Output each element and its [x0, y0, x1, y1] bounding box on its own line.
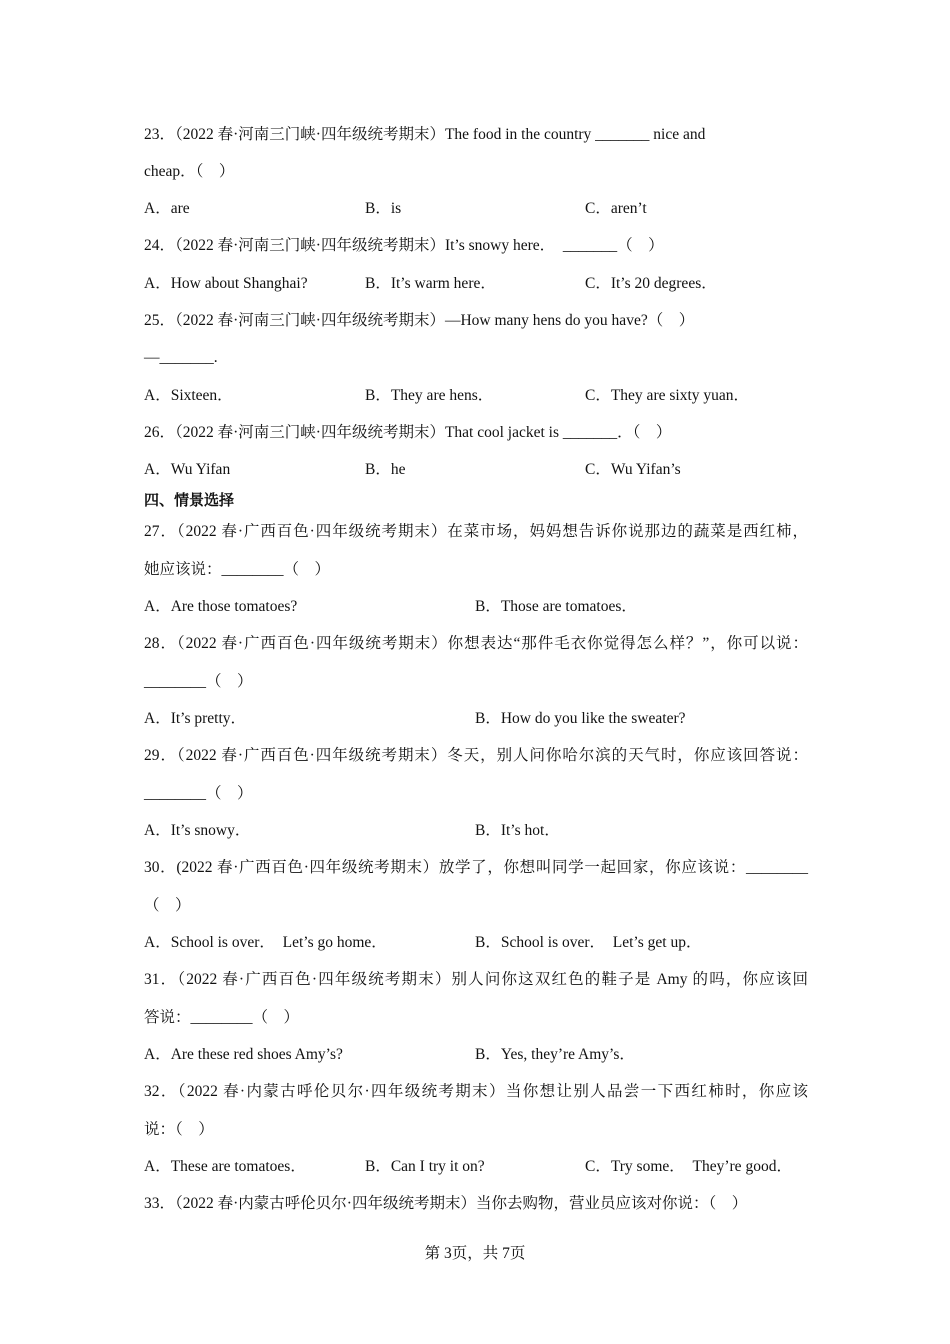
- question-29-line1: 29．（2022 春·广西百色·四年级统考期末）冬天，别人问你哈尔滨的天气时，你应该回答说：: [144, 747, 808, 764]
- option-a: A．It’s pretty．: [144, 710, 247, 727]
- option-a: A．School is over． Let’s go home．: [144, 934, 387, 951]
- option-b: B．It’s warm here．: [365, 275, 496, 292]
- question-28-line2: ________（ ）: [144, 673, 253, 690]
- question-23-options: [144, 199, 824, 219]
- option-b: B．School is over． Let’s get up．: [475, 934, 702, 951]
- question-30-line1: 30．(2022 春·广西百色·四年级统考期末）放学了，你想叫同学一起回家，你应该说：________: [144, 859, 808, 876]
- option-c: C．It’s 20 degrees．: [585, 275, 717, 292]
- option-b: B．Yes, they’re Amy’s．: [475, 1046, 635, 1063]
- option-c: C．They are sixty yuan．: [585, 387, 750, 404]
- option-b: B．Those are tomatoes．: [475, 598, 637, 615]
- option-a: A．Are those tomatoes?: [144, 598, 298, 615]
- option-c: C．aren’t: [585, 200, 647, 217]
- section-heading: 四、情景选择: [144, 491, 235, 509]
- question-27-line2: 她应该说：________（ ）: [144, 561, 331, 578]
- question-27-options: [144, 597, 824, 617]
- question-31-line2: 答说：________（ ）: [144, 1009, 300, 1026]
- option-c: C．Try some． They’re good．: [585, 1158, 792, 1175]
- question-32-line1: 32．（2022 春·内蒙古呼伦贝尔·四年级统考期末）当你想让别人品尝一下西红柿时，你应该: [144, 1083, 808, 1100]
- question-31-line1: 31．（2022 春·广西百色·四年级统考期末）别人问你这双红色的鞋子是 Amy 的吗，你应该回: [144, 971, 808, 988]
- option-b: B．How do you like the sweater?: [475, 710, 686, 727]
- option-a: A．It’s snowy．: [144, 822, 251, 839]
- question-26-line1: 26．（2022 春·河南三门峡·四年级统考期末）That cool jacket is _______．（ ）: [144, 424, 672, 441]
- page-footer: 第 3页，共 7页: [424, 1245, 526, 1262]
- option-b: B．It’s hot．: [475, 822, 560, 839]
- question-27-line1: 27．（2022 春·广西百色·四年级统考期末）在菜市场，妈妈想告诉你说那边的蔬菜是西红柿，: [144, 523, 808, 540]
- question-24-options: [144, 274, 824, 294]
- option-b: B．Can I try it on?: [365, 1158, 485, 1175]
- option-c: C．Wu Yifan’s: [585, 461, 681, 478]
- option-a: A．These are tomatoes．: [144, 1158, 306, 1175]
- question-28-line1: 28．（2022 春·广西百色·四年级统考期末）你想表达“那件毛衣你觉得怎么样？”，你可以说：: [144, 635, 808, 652]
- question-29-options: [144, 821, 824, 841]
- option-a: A．Sixteen．: [144, 387, 233, 404]
- option-a: A．Wu Yifan: [144, 461, 231, 478]
- question-23-line2: cheap．（ ）: [144, 163, 235, 180]
- question-29-line2: ________（ ）: [144, 785, 253, 802]
- question-28-options: [144, 709, 824, 729]
- question-26-options: [144, 460, 824, 480]
- question-25-line2: —_______.: [144, 349, 218, 366]
- question-33-line1: 33．（2022 春·内蒙古呼伦贝尔·四年级统考期末）当你去购物，营业员应该对你说：（ ）: [144, 1195, 748, 1212]
- question-23-line1: 23．（2022 春·河南三门峡·四年级统考期末）The food in the country _______ nice and: [144, 126, 706, 143]
- question-32-options: [144, 1157, 824, 1177]
- question-32-line2: 说：（ ）: [144, 1121, 214, 1138]
- question-31-options: [144, 1045, 824, 1065]
- option-b: B．he: [365, 461, 406, 478]
- question-25-line1: 25．（2022 春·河南三门峡·四年级统考期末）—How many hens do you have?（ ）: [144, 312, 695, 329]
- option-a: A．How about Shanghai?: [144, 275, 308, 292]
- question-24-line1: 24．（2022 春·河南三门峡·四年级统考期末）It’s snowy here． _______（ ）: [144, 237, 664, 254]
- question-25-options: [144, 386, 824, 406]
- option-a: A．are: [144, 200, 190, 217]
- option-b: B．They are hens．: [365, 387, 494, 404]
- option-b: B．is: [365, 200, 402, 217]
- option-a: A．Are these red shoes Amy’s?: [144, 1046, 343, 1063]
- question-30-line2: （ ）: [144, 897, 191, 914]
- question-30-options: [144, 933, 824, 953]
